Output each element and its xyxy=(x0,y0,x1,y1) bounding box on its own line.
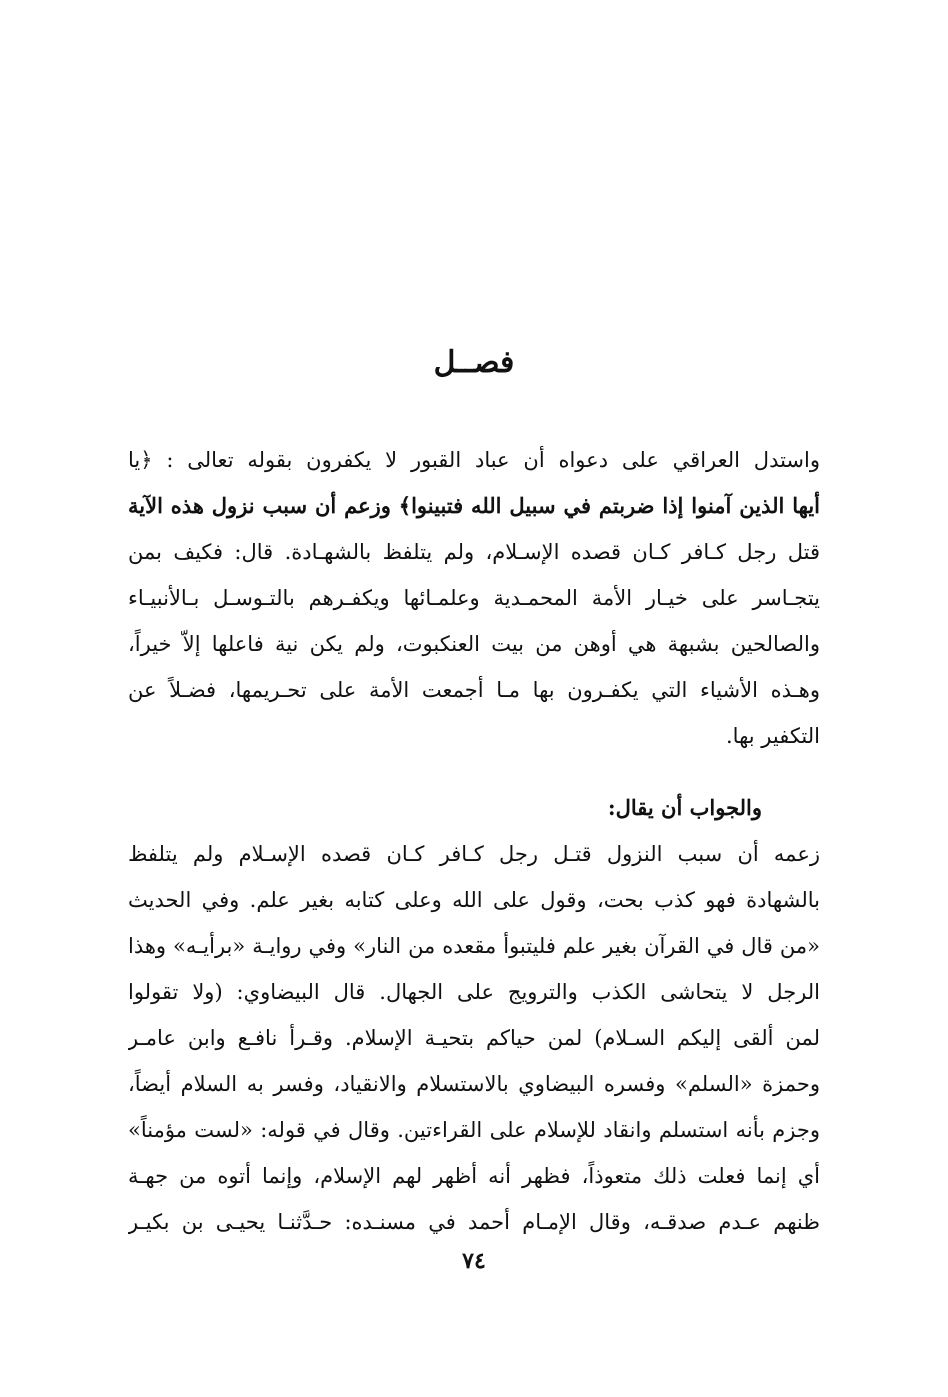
paragraph-line: والصالحين بشبهة هي أوهن من بيت العنكبوت، ولم يكن نية فاعلها إلاّ خيراً، xyxy=(128,632,820,656)
paragraph-line: وهـذه الأشياء التي يكفـرون بها مـا أجمعت الأمة على تحـريمها، فضـلاً عن xyxy=(128,678,820,702)
paragraph-2 xyxy=(128,831,820,1245)
paragraph-line: ظنهم عـدم صدقـه، وقال الإمـام أحمد في مسنـده: حـدَّثنـا يحيـى بن بكيـر xyxy=(128,1210,820,1234)
paragraph-line: قتل رجل كـافر كـان قصده الإسـلام، ولم يتلفظ بالشهـادة. قال: فكيف بمن xyxy=(128,540,820,564)
answer-heading: والجواب أن يقال: xyxy=(607,795,762,820)
chapter-title: فصــل xyxy=(433,345,515,380)
paragraph-line: «من قال في القرآن بغير علم فليتبوأ مقعده من النار» وفي روايـة «برأيـه» وهذا xyxy=(128,934,820,958)
paragraph-line: زعمه أن سبب النزول قتـل رجل كـافر كـان قصده الإسـلام ولم يتلفظ xyxy=(128,842,820,866)
paragraph-line: الرجل لا يتحاشى الكذب والترويج على الجهال. قال البيضاوي: (ولا تقولوا xyxy=(128,980,820,1004)
paragraph-line: بالشهادة فهو كذب بحت، وقول على الله وعلى كتابه بغير علم. وفي الحديث xyxy=(128,888,820,912)
paragraph-line: التكفير بها. xyxy=(726,724,820,748)
paragraph-line: واستدل العراقي على دعواه أن عباد القبور لا يكفرون بقوله تعالى : ﴿يا xyxy=(128,448,820,472)
paragraph-line: وجزم بأنه استسلم وانقاد للإسلام على القراءتين. وقال في قوله: «لست مؤمناً» xyxy=(128,1118,820,1142)
paragraph-line: لمن ألقى إليكم السـلام) لمن حياكم بتحيـة الإسلام. وقـرأ نافـع وابن عامـر xyxy=(128,1026,820,1050)
paragraph-1 xyxy=(128,437,820,759)
paragraph-line: وحمزة «السلم» وفسره البيضاوي بالاستسلام والانقياد، وفسر به السلام أيضاً، xyxy=(128,1072,820,1096)
paragraph-line: أي إنما فعلت ذلك متعوذاً، فظهر أنه أظهر لهم الإسلام، وإنما أتوه من جهـة xyxy=(128,1164,820,1188)
paragraph-line: أيها الذين آمنوا إذا ضربتم في سبيل الله فتبينوا﴾ وزعم أن سبب نزول هذه الآية xyxy=(128,493,820,518)
paragraph-line: يتجـاسر على خيـار الأمة المحمـدية وعلمـائها ويكفـرهم بالتـوسـل بـالأنبيـاء xyxy=(128,586,820,610)
page-number: ٧٤ xyxy=(462,1248,486,1274)
